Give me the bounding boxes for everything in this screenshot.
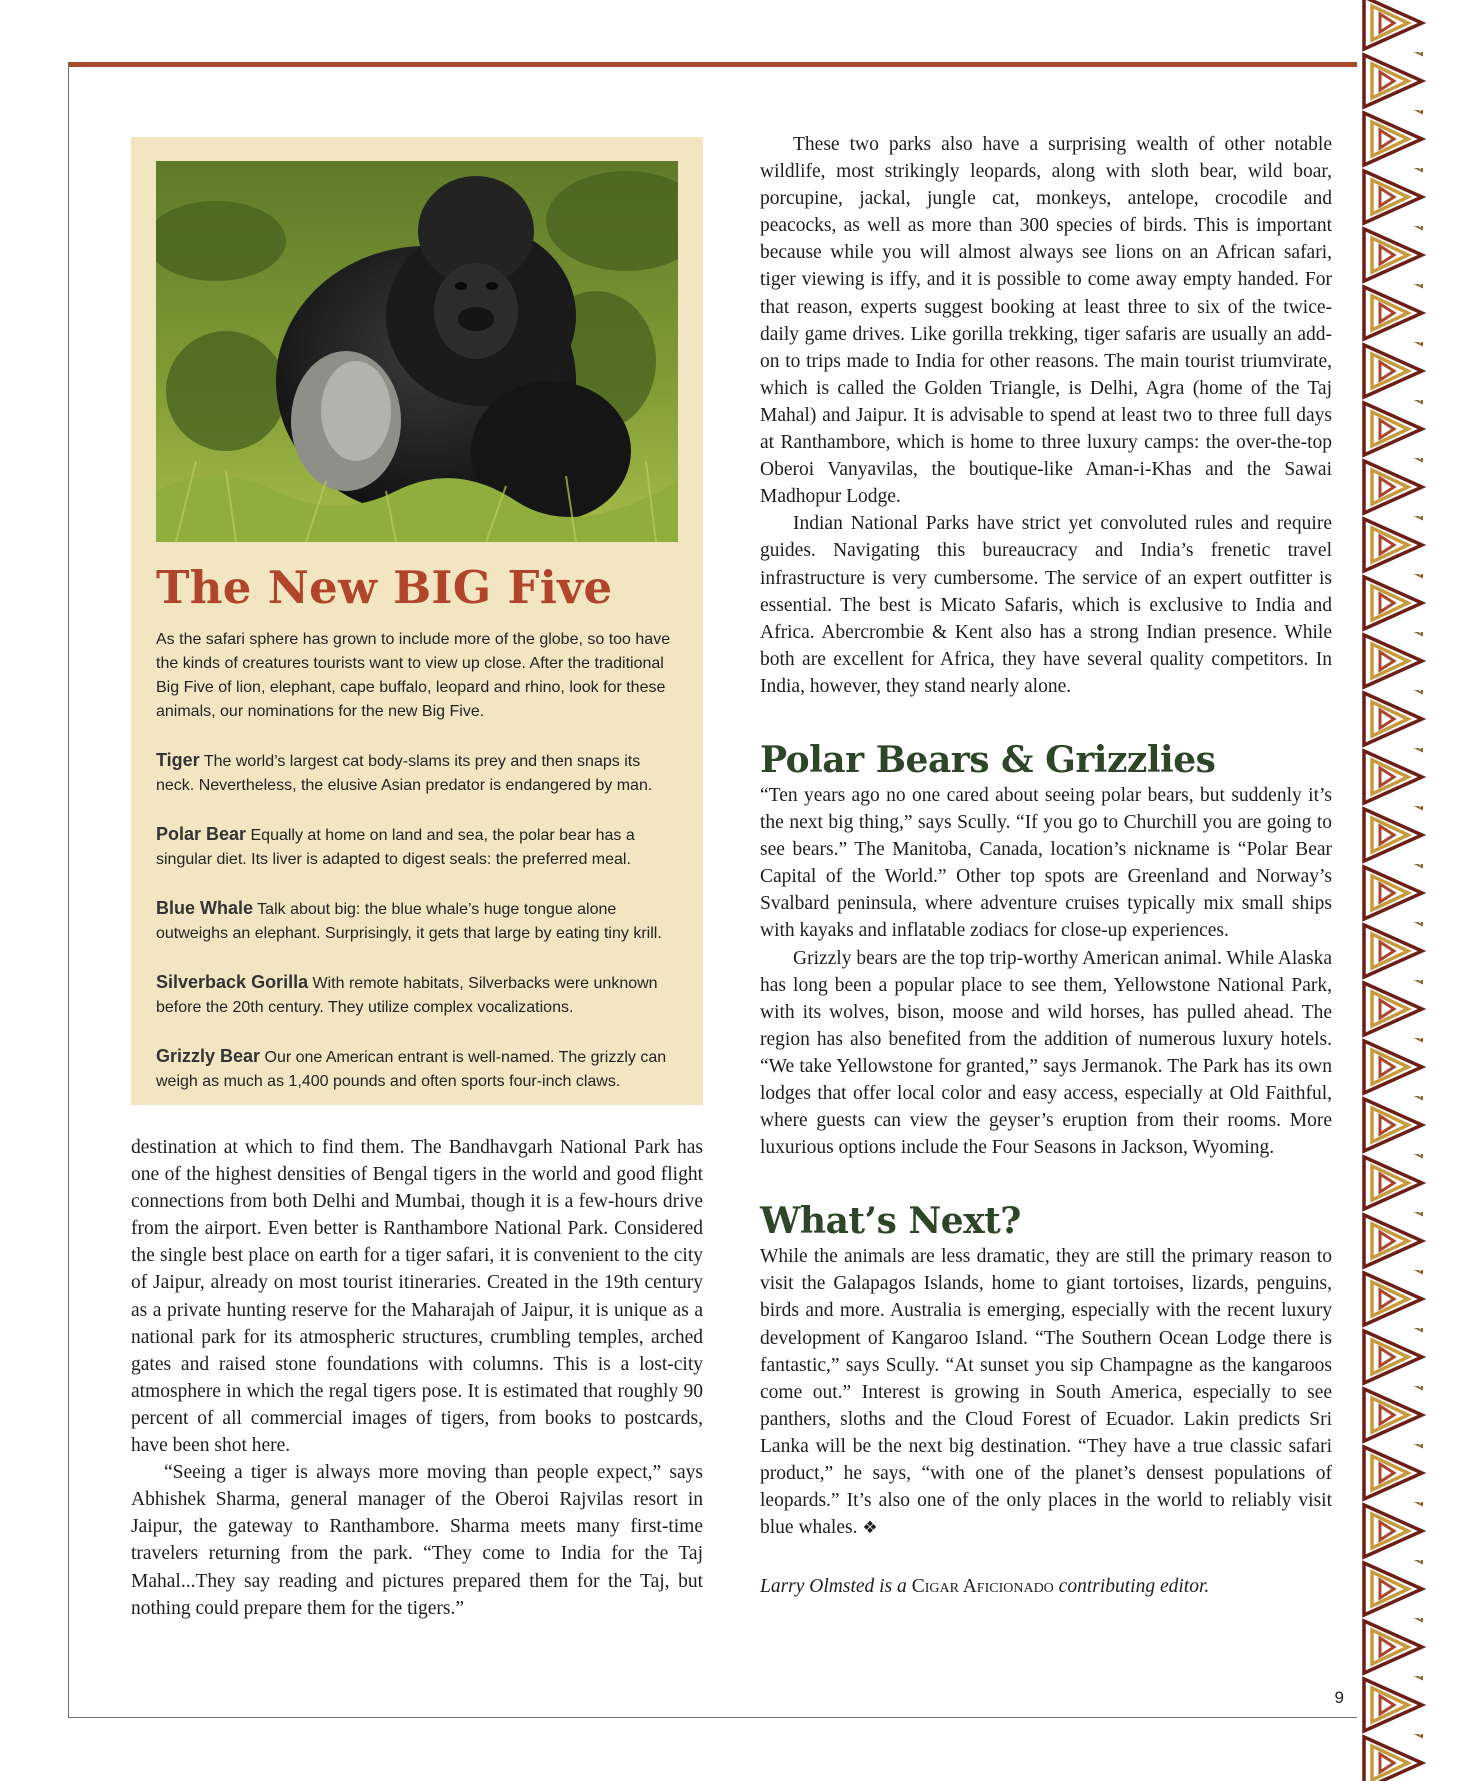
bottom-rule [68,1717,1357,1718]
final-paragraph-text: While the animals are less dramatic, they are still the primary reason to visit the Galapagos Islands, home to giant tortoises, lizards, penguins, birds and more. Australia is emerging, especially with the recent luxury development of Kangaroo Island. “The Southern Ocean Lodge there is fantastic,” says Scully. “At sunset you sip Champagne as the kangaroos come out.” Interest is growing in South America, especially to see panthers, sloths and the Cloud Forest of Ecuador. Lakin predicts Sri Lanka will be the next big destination. “They have a true classic safari product,” he says, “with one of the planet’s densest populations of leopards.” It’s also one of the only places in the world to reliably visit blue whales. [760,1246,1332,1539]
magazine-name: Cigar Aficionado [911,1576,1054,1598]
decorative-triangle-border [1362,0,1426,1781]
sidebar-title: The New BIG Five [156,561,613,614]
entry-text: Equally at home on land and sea, the polar bear has a singular diet. Its liver is adapted to digest seals: the preferred meal. [156,827,635,868]
entry-name: Tiger [156,750,200,770]
byline-prefix: Larry Olmsted is a [760,1576,912,1598]
left-column [131,1134,703,1622]
byline-suffix: contributing editor. [1053,1576,1210,1598]
entry-polar-bear [156,822,678,872]
end-mark-icon: ❖ [862,1518,878,1539]
body-paragraph: Grizzly bears are the top trip-worthy American animal. While Alaska has long been a popular place to see them, Yellowstone National Park, with its wolves, bison, moose and wild horses, has pulled ahead. The region has also benefited from the addition of numerous luxury hotels. “We take Yellowstone for granted,” says Jermanok. The Park has its own lodges that offer local color and easy access, especially at Old Faithful, where guests can view the geyser’s eruption from their rooms. More luxurious options include the Four Seasons in Jackson, Wyoming. [760,947,1332,1159]
entry-name: Blue Whale [156,898,254,918]
big-five-sidebar [131,137,703,1105]
body-paragraph: destination at which to find them. The Bandhavgarh National Park has one of the highest densities of Bengal tigers in the world and good flight connections from both Delhi and Mumbai, though it is a few-hours drive from the airport. Even better is Ranthambore National Park. Considered the single best place on earth for a tiger safari, it is convenient to the city of Jaipur, already on most tourist itineraries. Created in the 19th century as a private hunting reserve for the Maharajah of Jaipur, it is unique as a national park for its atmospheric structures, crumbling temples, arched gates and raised stone foundations with columns. This is a lost-city atmosphere in which the regal tigers pose. It is estimated that roughly 90 percent of all commercial images of tigers, from books to postcards, have been shot here. [131,1137,703,1457]
top-rule [68,62,1357,67]
entry-tiger [156,748,678,798]
section-heading-whats-next: What’s Next? [760,1200,1021,1243]
byline [760,1573,1332,1600]
entry-name: Silverback Gorilla [156,972,309,992]
entry-silverback-gorilla [156,970,678,1020]
body-paragraph [760,1243,1332,1542]
entry-text: Talk about big: the blue whale’s huge tongue alone outweighs an elephant. Surprisingly, it gets that large by eating tiny krill. [156,901,662,942]
entry-text: Our one American entrant is well-named. The grizzly can weigh as much as 1,400 pounds and often sports four-inch claws. [156,1049,667,1090]
entry-name: Polar Bear [156,824,247,844]
body-paragraph: “Ten years ago no one cared about seeing polar bears, but suddenly it’s the next big thing,” says Scully. “If you go to Churchill you are going to see bears.” The Manitoba, Canada, location’s nickname is “Polar Bear Capital of the World.” Other top spots are Greenland and Norway’s Svalbard peninsula, where adventure cruises typically mix small ships with kayaks and inflatable zodiacs for close-up experiences. [760,784,1332,942]
right-column [760,131,1332,1600]
entry-grizzly-bear [156,1044,678,1094]
entry-text: With remote habitats, Silverbacks were unknown before the 20th century. They utilize complex vocalizations. [156,975,658,1016]
section-heading-polar-bears: Polar Bears & Grizzlies [760,738,1216,781]
sidebar-intro: As the safari sphere has grown to include more of the globe, so too have the kinds of creatures tourists want to view up close. After the traditional Big Five of lion, elephant, cape buffalo, leopard and rhino, look for these animals, our nominations for the new Big Five. [156,631,671,720]
entry-blue-whale [156,896,678,946]
entry-name: Grizzly Bear [156,1046,261,1066]
page-number: 9 [1334,1688,1344,1707]
gorilla-photo [156,161,678,542]
left-rule [68,62,69,1718]
body-paragraph: Indian National Parks have strict yet convoluted rules and require guides. Navigating this bureaucracy and India’s frenetic travel infrastructure is very cumbersome. The service of an expert outfitter is essential. The best is Micato Safaris, which is exclusive to India and Africa. Abercrombie & Kent also has a strong Indian presence. While both are excellent for Africa, they have several quality competitors. In India, however, they stand nearly alone. [760,513,1332,697]
entry-text: The world’s largest cat body-slams its prey and then snaps its neck. Nevertheless, the elusive Asian predator is endangered by man. [156,753,653,794]
body-paragraph: These two parks also have a surprising wealth of other notable wildlife, most strikingly leopards, along with sloth bear, wild boar, porcupine, jackal, jungle cat, monkeys, antelope, crocodile and peacocks, as well as more than 300 species of birds. This is important because while you will almost always see lions on an African safari, tiger viewing is iffy, and it is possible to come away empty handed. For that reason, experts suggest booking at least three to six of the twice-daily game drives. Like gorilla trekking, tiger safaris are usually an add-on to trips made to India for other reasons. The main tourist triumvirate, which is called the Golden Triangle, is Delhi, Agra (home of the Taj Mahal) and Jaipur. It is advisable to spend at least two to three full days at Ranthambore, which is home to three luxury camps: the over-the-top Oberoi Vanyavilas, the boutique-like Aman-i-Khas and the Sawai Madhopur Lodge. [760,134,1332,508]
body-paragraph: “Seeing a tiger is always more moving than people expect,” says Abhishek Sharma, general manager of the Oberoi Rajvilas resort in Jaipur, the gateway to Ranthambore. Sharma meets many first-time travelers returning from the park. “They come to India for the Taj Mahal...They say reading and pictures prepared them for the Taj, but nothing could prepare them for the tigers.” [131,1462,703,1619]
